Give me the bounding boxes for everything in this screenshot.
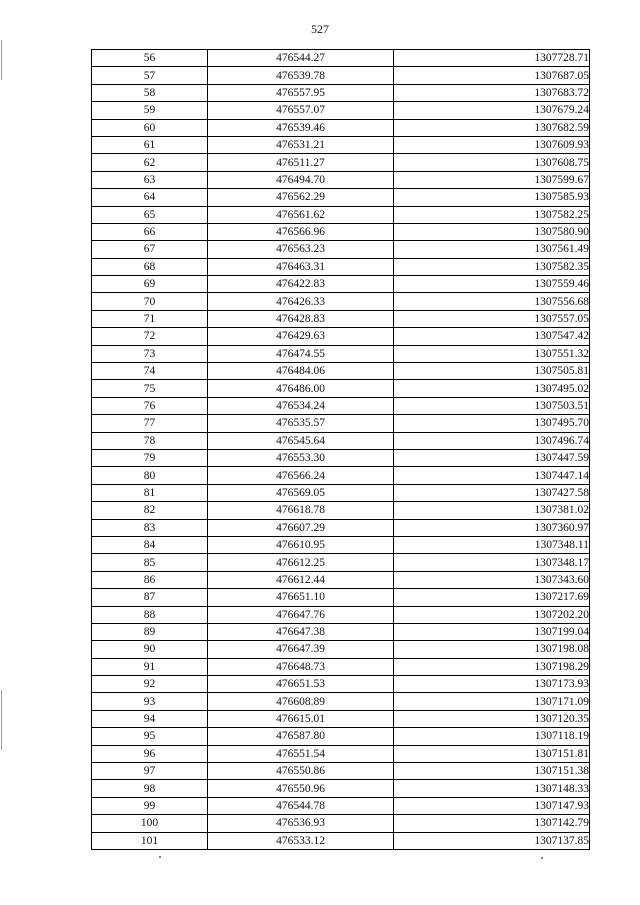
x-coordinate-cell: 476531.21 xyxy=(208,136,394,153)
point-number-cell: 57 xyxy=(92,67,208,84)
y-coordinate-cell: 1307118.19 xyxy=(394,728,590,745)
x-coordinate-cell: 476557.95 xyxy=(208,84,394,101)
point-number-cell: 94 xyxy=(92,710,208,727)
table-row xyxy=(92,206,590,223)
point-number-cell: 59 xyxy=(92,102,208,119)
x-coordinate-cell: 476511.27 xyxy=(208,154,394,171)
y-coordinate-cell: 1307547.42 xyxy=(394,328,590,345)
y-coordinate-cell: 1307559.46 xyxy=(394,276,590,293)
coordinates-table-body xyxy=(92,50,590,850)
table-row xyxy=(92,154,590,171)
table-row xyxy=(92,658,590,675)
table-row xyxy=(92,119,590,136)
page-number: 527 xyxy=(311,22,329,36)
point-number-cell: 80 xyxy=(92,467,208,484)
point-number-cell: 66 xyxy=(92,223,208,240)
table-row xyxy=(92,84,590,101)
table-row xyxy=(92,67,590,84)
y-coordinate-cell: 1307551.32 xyxy=(394,345,590,362)
table-row xyxy=(92,571,590,588)
x-coordinate-cell: 476544.27 xyxy=(208,50,394,67)
point-number-cell: 68 xyxy=(92,258,208,275)
x-coordinate-cell: 476494.70 xyxy=(208,171,394,188)
table-row xyxy=(92,363,590,380)
point-number-cell: 95 xyxy=(92,728,208,745)
x-coordinate-cell: 476608.89 xyxy=(208,693,394,710)
table-row xyxy=(92,502,590,519)
point-number-cell: 98 xyxy=(92,780,208,797)
y-coordinate-cell: 1307580.90 xyxy=(394,223,590,240)
point-number-cell: 71 xyxy=(92,310,208,327)
point-number-cell: 67 xyxy=(92,241,208,258)
point-number-cell: 96 xyxy=(92,745,208,762)
x-coordinate-cell: 476484.06 xyxy=(208,363,394,380)
x-coordinate-cell: 476429.63 xyxy=(208,328,394,345)
y-coordinate-cell: 1307683.72 xyxy=(394,84,590,101)
x-coordinate-cell: 476561.62 xyxy=(208,206,394,223)
y-coordinate-cell: 1307447.59 xyxy=(394,449,590,466)
x-coordinate-cell: 476545.64 xyxy=(208,432,394,449)
y-coordinate-cell: 1307348.11 xyxy=(394,536,590,553)
point-number-cell: 85 xyxy=(92,554,208,571)
scan-speck xyxy=(159,856,161,858)
table-row xyxy=(92,623,590,640)
point-number-cell: 84 xyxy=(92,536,208,553)
x-coordinate-cell: 476618.78 xyxy=(208,502,394,519)
table-row xyxy=(92,728,590,745)
point-number-cell: 91 xyxy=(92,658,208,675)
y-coordinate-cell: 1307495.70 xyxy=(394,415,590,432)
table-row xyxy=(92,641,590,658)
y-coordinate-cell: 1307217.69 xyxy=(394,589,590,606)
point-number-cell: 74 xyxy=(92,363,208,380)
table-row xyxy=(92,710,590,727)
y-coordinate-cell: 1307360.97 xyxy=(394,519,590,536)
x-coordinate-cell: 476533.12 xyxy=(208,832,394,849)
x-coordinate-cell: 476544.78 xyxy=(208,797,394,814)
point-number-cell: 76 xyxy=(92,397,208,414)
table-row xyxy=(92,415,590,432)
x-coordinate-cell: 476550.96 xyxy=(208,780,394,797)
x-coordinate-cell: 476566.96 xyxy=(208,223,394,240)
point-number-cell: 81 xyxy=(92,484,208,501)
table-row xyxy=(92,432,590,449)
x-coordinate-cell: 476536.93 xyxy=(208,815,394,832)
point-number-cell: 61 xyxy=(92,136,208,153)
y-coordinate-cell: 1307199.04 xyxy=(394,623,590,640)
x-coordinate-cell: 476474.55 xyxy=(208,345,394,362)
y-coordinate-cell: 1307120.35 xyxy=(394,710,590,727)
table-row xyxy=(92,345,590,362)
table-row xyxy=(92,397,590,414)
table-row xyxy=(92,606,590,623)
table-row xyxy=(92,380,590,397)
table-row xyxy=(92,310,590,327)
y-coordinate-cell: 1307202.20 xyxy=(394,606,590,623)
table-row xyxy=(92,676,590,693)
y-coordinate-cell: 1307495.02 xyxy=(394,380,590,397)
point-number-cell: 58 xyxy=(92,84,208,101)
x-coordinate-cell: 476539.46 xyxy=(208,119,394,136)
table-row xyxy=(92,189,590,206)
table-row xyxy=(92,554,590,571)
point-number-cell: 93 xyxy=(92,693,208,710)
point-number-cell: 89 xyxy=(92,623,208,640)
table-row xyxy=(92,276,590,293)
y-coordinate-cell: 1307728.71 xyxy=(394,50,590,67)
table-row xyxy=(92,815,590,832)
point-number-cell: 72 xyxy=(92,328,208,345)
x-coordinate-cell: 476535.57 xyxy=(208,415,394,432)
y-coordinate-cell: 1307582.25 xyxy=(394,206,590,223)
y-coordinate-cell: 1307582.35 xyxy=(394,258,590,275)
y-coordinate-cell: 1307137.85 xyxy=(394,832,590,849)
y-coordinate-cell: 1307556.68 xyxy=(394,293,590,310)
table-row xyxy=(92,763,590,780)
point-number-cell: 65 xyxy=(92,206,208,223)
table-row xyxy=(92,328,590,345)
point-number-cell: 99 xyxy=(92,797,208,814)
x-coordinate-cell: 476610.95 xyxy=(208,536,394,553)
point-number-cell: 64 xyxy=(92,189,208,206)
point-number-cell: 90 xyxy=(92,641,208,658)
point-number-cell: 77 xyxy=(92,415,208,432)
x-coordinate-cell: 476426.33 xyxy=(208,293,394,310)
x-coordinate-cell: 476551.54 xyxy=(208,745,394,762)
table-row xyxy=(92,484,590,501)
y-coordinate-cell: 1307147.93 xyxy=(394,797,590,814)
y-coordinate-cell: 1307343.60 xyxy=(394,571,590,588)
point-number-cell: 56 xyxy=(92,50,208,67)
x-coordinate-cell: 476607.29 xyxy=(208,519,394,536)
x-coordinate-cell: 476648.73 xyxy=(208,658,394,675)
point-number-cell: 92 xyxy=(92,676,208,693)
scan-speck xyxy=(541,857,543,859)
y-coordinate-cell: 1307148.33 xyxy=(394,780,590,797)
point-number-cell: 73 xyxy=(92,345,208,362)
point-number-cell: 82 xyxy=(92,502,208,519)
point-number-cell: 62 xyxy=(92,154,208,171)
y-coordinate-cell: 1307679.24 xyxy=(394,102,590,119)
point-number-cell: 75 xyxy=(92,380,208,397)
table-row xyxy=(92,171,590,188)
y-coordinate-cell: 1307505.81 xyxy=(394,363,590,380)
x-coordinate-cell: 476615.01 xyxy=(208,710,394,727)
y-coordinate-cell: 1307557.05 xyxy=(394,310,590,327)
point-number-cell: 101 xyxy=(92,832,208,849)
table-row xyxy=(92,797,590,814)
point-number-cell: 87 xyxy=(92,589,208,606)
table-row xyxy=(92,589,590,606)
x-coordinate-cell: 476486.00 xyxy=(208,380,394,397)
table-row xyxy=(92,50,590,67)
x-coordinate-cell: 476553.30 xyxy=(208,449,394,466)
x-coordinate-cell: 476587.80 xyxy=(208,728,394,745)
y-coordinate-cell: 1307447.14 xyxy=(394,467,590,484)
table-row xyxy=(92,293,590,310)
x-coordinate-cell: 476557.07 xyxy=(208,102,394,119)
point-number-cell: 60 xyxy=(92,119,208,136)
y-coordinate-cell: 1307503.51 xyxy=(394,397,590,414)
table-row xyxy=(92,136,590,153)
point-number-cell: 63 xyxy=(92,171,208,188)
x-coordinate-cell: 476550.86 xyxy=(208,763,394,780)
x-coordinate-cell: 476563.23 xyxy=(208,241,394,258)
x-coordinate-cell: 476463.31 xyxy=(208,258,394,275)
x-coordinate-cell: 476539.78 xyxy=(208,67,394,84)
y-coordinate-cell: 1307142.79 xyxy=(394,815,590,832)
x-coordinate-cell: 476647.39 xyxy=(208,641,394,658)
scan-edge-mark xyxy=(1,690,2,750)
table-row xyxy=(92,693,590,710)
y-coordinate-cell: 1307173.93 xyxy=(394,676,590,693)
x-coordinate-cell: 476647.76 xyxy=(208,606,394,623)
table-row xyxy=(92,449,590,466)
y-coordinate-cell: 1307198.29 xyxy=(394,658,590,675)
table-row xyxy=(92,745,590,762)
point-number-cell: 88 xyxy=(92,606,208,623)
scan-edge-mark xyxy=(1,40,2,80)
x-coordinate-cell: 476569.05 xyxy=(208,484,394,501)
x-coordinate-cell: 476534.24 xyxy=(208,397,394,414)
y-coordinate-cell: 1307427.58 xyxy=(394,484,590,501)
y-coordinate-cell: 1307609.93 xyxy=(394,136,590,153)
table-row xyxy=(92,780,590,797)
table-row xyxy=(92,223,590,240)
x-coordinate-cell: 476612.44 xyxy=(208,571,394,588)
y-coordinate-cell: 1307496.74 xyxy=(394,432,590,449)
x-coordinate-cell: 476647.38 xyxy=(208,623,394,640)
x-coordinate-cell: 476612.25 xyxy=(208,554,394,571)
point-number-cell: 79 xyxy=(92,449,208,466)
point-number-cell: 70 xyxy=(92,293,208,310)
point-number-cell: 83 xyxy=(92,519,208,536)
point-number-cell: 86 xyxy=(92,571,208,588)
table-row xyxy=(92,519,590,536)
point-number-cell: 97 xyxy=(92,763,208,780)
table-row xyxy=(92,102,590,119)
y-coordinate-cell: 1307682.59 xyxy=(394,119,590,136)
x-coordinate-cell: 476422.83 xyxy=(208,276,394,293)
x-coordinate-cell: 476428.83 xyxy=(208,310,394,327)
y-coordinate-cell: 1307151.81 xyxy=(394,745,590,762)
x-coordinate-cell: 476562.29 xyxy=(208,189,394,206)
x-coordinate-cell: 476566.24 xyxy=(208,467,394,484)
x-coordinate-cell: 476651.10 xyxy=(208,589,394,606)
x-coordinate-cell: 476651.53 xyxy=(208,676,394,693)
coordinates-table xyxy=(91,49,590,850)
point-number-cell: 78 xyxy=(92,432,208,449)
table-row xyxy=(92,241,590,258)
y-coordinate-cell: 1307599.67 xyxy=(394,171,590,188)
y-coordinate-cell: 1307687.05 xyxy=(394,67,590,84)
table-row xyxy=(92,832,590,849)
y-coordinate-cell: 1307608.75 xyxy=(394,154,590,171)
y-coordinate-cell: 1307561.49 xyxy=(394,241,590,258)
table-row xyxy=(92,536,590,553)
y-coordinate-cell: 1307198.08 xyxy=(394,641,590,658)
y-coordinate-cell: 1307171.09 xyxy=(394,693,590,710)
point-number-cell: 100 xyxy=(92,815,208,832)
y-coordinate-cell: 1307151.38 xyxy=(394,763,590,780)
point-number-cell: 69 xyxy=(92,276,208,293)
y-coordinate-cell: 1307381.02 xyxy=(394,502,590,519)
y-coordinate-cell: 1307348.17 xyxy=(394,554,590,571)
table-row xyxy=(92,467,590,484)
y-coordinate-cell: 1307585.93 xyxy=(394,189,590,206)
table-row xyxy=(92,258,590,275)
